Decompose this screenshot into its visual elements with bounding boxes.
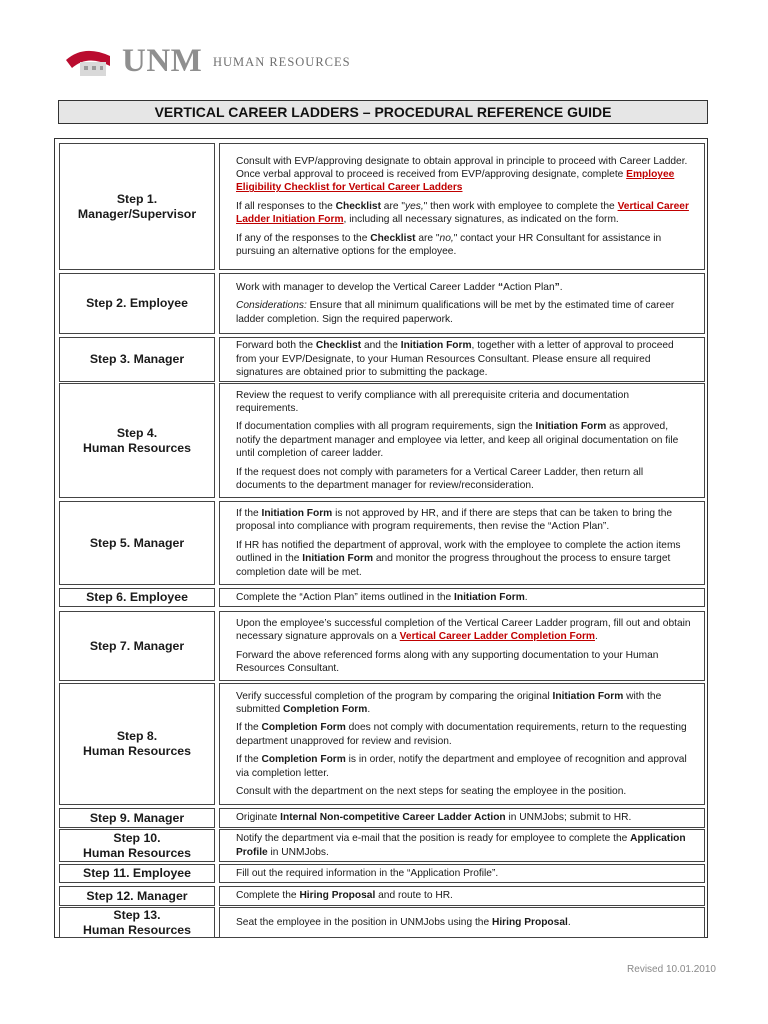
step-cell [59,829,215,862]
department-name: HUMAN RESOURCES [213,55,351,69]
step-cell [59,501,215,585]
step-description: Consult with EVP/approving designate to obtain approval in principle to proceed with Career Ladder. Once verbal approval to proceed is received from EVP/approving designate, complete Employee Eligibility Checklist for Vertical Career Ladders If all responses to the Checklist are "yes," then work with employee to complete the Vertical Career Ladder Initiation Form, including all necessary signatures, as indicated on the form. If any of the responses to the Checklist are "no," contact your HR Consultant for assistance in pursuing an alternative options for the employee. [219,143,705,270]
step-description: Originate Internal Non-competitive Career Ladder Action in UNMJobs; submit to HR. [219,808,705,828]
step-description: Seat the employee in the position in UNMJobs using the Hiring Proposal. [219,907,705,938]
eligibility-checklist-link[interactable]: Employee Eligibility Checklist for Vertical Career Ladders [236,168,675,194]
procedure-table [54,138,708,938]
step-description: Notify the department via e-mail that the position is ready for employee to complete the Application Profile in UNMJobs. [219,829,705,862]
step-number: Step 2. Employee [86,296,188,310]
unm-seal-icon [62,42,122,82]
step-number: Step 1. [116,191,158,206]
step-role: Human Resources [83,744,191,758]
revision-date: Revised 10.01.2010 [627,964,716,975]
step-number: Step 8. [116,729,158,743]
step-cell [59,588,215,607]
step-description: Review the request to verify compliance with all prerequisite criteria and documentation requirements. If documentation complies with all program requirements, sign the Initiation Form as approved, notify the department manager and employee via letter, and keep all original documentation on file until completion of career ladder. If the request does not comply with parameters for a Vertical Career Ladder, then return all documents to the department manager for review/reconsideration. [219,383,705,498]
step-number: Step 7. Manager [89,638,185,653]
step-number: Step 9. Manager [89,810,185,825]
step-description: Work with manager to develop the Vertical Career Ladder “Action Plan”. Considerations: Ensure that all minimum qualifications will be met by the estimated time of career ladder completion. Sign the required paperwork. [219,273,705,334]
completion-form-link[interactable]: Vertical Career Ladder Completion Form [399,631,595,643]
step-cell [59,383,215,498]
step-role: Human Resources [83,922,191,937]
step-description: If the Initiation Form is not approved by HR, and if there are steps that can be taken to bring the proposal into compliance with program requirements, then revise the “Action Plan”. If HR has notified the department of approval, work with the employee to complete the action items outlined in the Initiation Form and monitor the progress throughout the process to ensure target completion date will be met. [219,501,705,585]
unm-logo [62,42,362,82]
step-cell [59,273,215,334]
initiation-form-link[interactable]: Vertical Career Ladder Initiation Form [236,200,689,226]
step-description: Fill out the required information in the “Application Profile”. [219,864,705,883]
step-cell [59,907,215,938]
step-number: Step 10. [113,830,161,845]
step-cell [59,864,215,883]
step-cell [59,611,215,681]
step-role: Human Resources [83,440,191,455]
step-cell [59,886,215,906]
step-description: Complete the “Action Plan” items outlined in the Initiation Form. [219,588,705,607]
step-description: Complete the Hiring Proposal and route to HR. [219,886,705,906]
step-number: Step 12. Manager [86,888,188,903]
step-number: Step 4. [116,425,158,440]
step-cell [59,808,215,828]
step-cell [59,683,215,805]
page-title: VERTICAL CAREER LADDERS – PROCEDURAL REFERENCE GUIDE [58,100,708,124]
step-number: Step 11. Employee [83,866,191,880]
step-description: Verify successful completion of the program by comparing the original Initiation Form with the submitted Completion Form. If the Completion Form does not comply with documentation requirements, return to the requesting department unapproved for review and revision. If the Completion Form is in order, notify the department and employee of recognition and approval via completion letter. Consult with the department on the next steps for seating the employee in the position. [219,683,705,805]
logo-wordmark: UNM [122,43,203,79]
step-role: Manager/Supervisor [77,206,197,221]
step-description: Upon the employee’s successful completion of the Vertical Career Ladder program, fill out and obtain necessary signature approvals on a Vertical Career Ladder Completion Form. Forward the above referenced forms along with any supporting documentation to your Human Resources Consultant. [219,611,705,681]
step-cell [59,143,215,270]
step-description: Forward both the Checklist and the Initiation Form, together with a letter of approval to proceed from your EVP/Designate, to your Human Resources Consultant. Please ensure all required signatures are obtained prior to submitting the package. [219,337,705,382]
step-number: Step 5. Manager [89,535,185,550]
step-cell [59,337,215,382]
step-role: Human Resources [83,845,191,860]
step-number: Step 3. Manager [89,352,185,366]
step-number: Step 6. Employee [86,590,188,604]
step-number: Step 13. [113,907,161,922]
